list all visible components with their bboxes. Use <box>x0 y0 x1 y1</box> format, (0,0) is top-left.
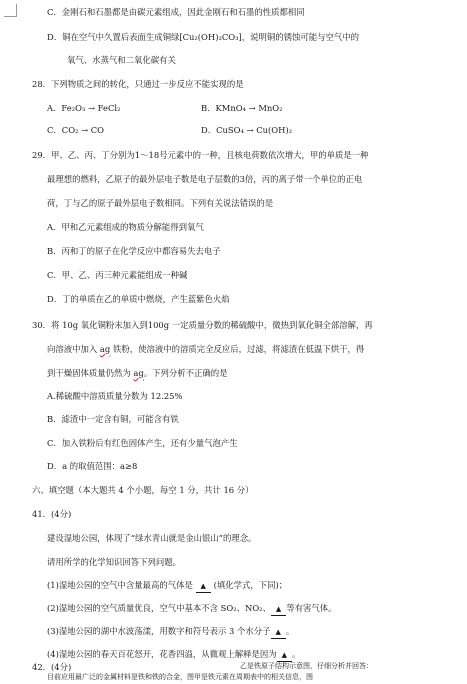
q30-line3-text-b: 。下列分析不正确的是 <box>143 368 228 378</box>
q41-part-3 <box>47 626 294 639</box>
q27-option-d-line2: 氧气、水蒸气和二氧化碳有关 <box>67 55 176 65</box>
q41-part-4 <box>47 649 300 662</box>
q30-line2-ag: ag <box>99 344 111 354</box>
q29-option-c: C．甲、乙、丙三种元素能组成一种碱 <box>47 270 188 280</box>
answer-blank-marker <box>271 604 286 616</box>
section-six-title: 六、填空题（本大题共 4 个小题，每空 1 分，共计 16 分） <box>32 485 254 495</box>
q30-stem-line2 <box>47 344 364 355</box>
q30-option-c: C．加入铁粉后有红色固体产生，还有少量气泡产生 <box>47 438 238 448</box>
q28-option-b: B．KMnO₄ → MnO₂ <box>201 103 283 113</box>
q42-line2-visible: 乙是铁原子结构示意图，仔细分析并回答： <box>240 662 373 670</box>
q41-part-4-text-a: (4)湿地公园的春天百花怒开，花香四溢，从微观上解释是因为 <box>47 649 277 659</box>
q30-stem-line1: 30．将 10g 氧化铜粉末加入到100g 一定质量分数的稀硫酸中，微热到氧化铜全部溶解，再 <box>32 320 373 330</box>
q28-option-a: A．Fe₂O₃ → FeCl₂ <box>47 103 121 113</box>
answer-blank-marker <box>196 581 211 593</box>
q30-option-b: B．滤渣中一定含有铜，可能含有铁 <box>47 414 179 424</box>
q30-line3-text-a: 到干燥固体质量仍然为 <box>47 368 134 378</box>
q27-option-c: C．金刚石和石墨都是由碳元素组成，因此金刚石和石墨的性质都相同 <box>47 7 305 17</box>
q29-option-d: D．丁的单质在乙的单质中燃烧，产生蓝紫色火焰 <box>47 294 230 304</box>
q28-option-d: D．CuSO₄ → Cu(OH)₂ <box>201 125 293 135</box>
q41-instruction: 请用所学的化学知识回答下列问题。 <box>47 557 181 567</box>
q28-stem: 28．下列物质之间的转化，只通过一步反应不能实现的是 <box>32 79 244 89</box>
q29-stem-line1: 29．甲、乙、丙、丁分别为1～18号元素中的一种，且核电荷数依次增大，甲的单质是一种 <box>32 150 369 160</box>
q41-part-3-text-b: 。 <box>285 626 295 636</box>
q30-option-a: A.稀硫酸中溶质质量分数为 12.25% <box>47 391 183 401</box>
q41-part-1-text-b: (填化学式，下同)； <box>210 580 288 590</box>
q30-option-d: D．a 的取值范围：a≥8 <box>47 461 138 471</box>
q42-header: 42．(4分) <box>32 662 72 672</box>
q41-part-2-text-b: 等有害气体。 <box>286 603 337 613</box>
q41-part-2-text-a: (2)湿地公园的空气质量优良，空气中基本不含 SO₂、NO₂、 <box>47 603 271 613</box>
answer-blank-marker <box>271 627 286 639</box>
q41-intro: 建设湿地公园，体现了“绿水青山就是金山银山”的理念。 <box>47 533 257 543</box>
q30-stem-line3 <box>47 368 228 379</box>
q41-part-2 <box>47 603 337 616</box>
q41-part-1 <box>47 580 287 593</box>
q30-line2-text-a: 向溶液中加入 <box>47 344 100 354</box>
q27-option-d-line1: D．铜在空气中久置后表面生成铜绿[Cu₂(OH)₂CO₃]，说明铜的锈蚀可能与空气中的 <box>47 32 359 42</box>
q41-part-3-text-a: (3)湿地公园的湖中水波荡漾，用数字和符号表示 3 个水分子 <box>47 626 271 636</box>
answer-blank-marker <box>277 650 292 662</box>
page-corner-mark <box>4 4 17 17</box>
q30-line2-text-b: 铁粉，使溶液中的溶质完全反应后，过滤，将滤渣在低温下烘干，得 <box>110 344 365 354</box>
q29-stem-line3: 荷，丁与乙的原子最外层电子数相同。下列有关说法错误的是 <box>47 198 274 208</box>
q41-header: 41．(4分) <box>32 509 72 519</box>
q30-line3-ag: ag <box>133 368 144 378</box>
q41-part-4-text-b: 。 <box>292 649 301 659</box>
q28-option-c: C．CO₂ → CO <box>47 125 105 135</box>
q41-part-1-text-a: (1)湿地公园的空气中含量最高的气体是 <box>47 580 196 590</box>
q29-stem-line2: 最理想的燃料，乙原子的最外层电子数是电子层数的3倍，丙的离子带一个单位的正电 <box>47 174 363 184</box>
q29-option-a: A．甲和乙元素组成的物质分解能得到氧气 <box>47 222 204 232</box>
q42-line1: 目前应用最广泛的金属材料是铁和铁的合金，图甲是铁元素在周期表中的相关信息，图 <box>47 673 313 681</box>
q29-option-b: B．丙和丁的原子在化学反应中都容易失去电子 <box>47 246 221 256</box>
